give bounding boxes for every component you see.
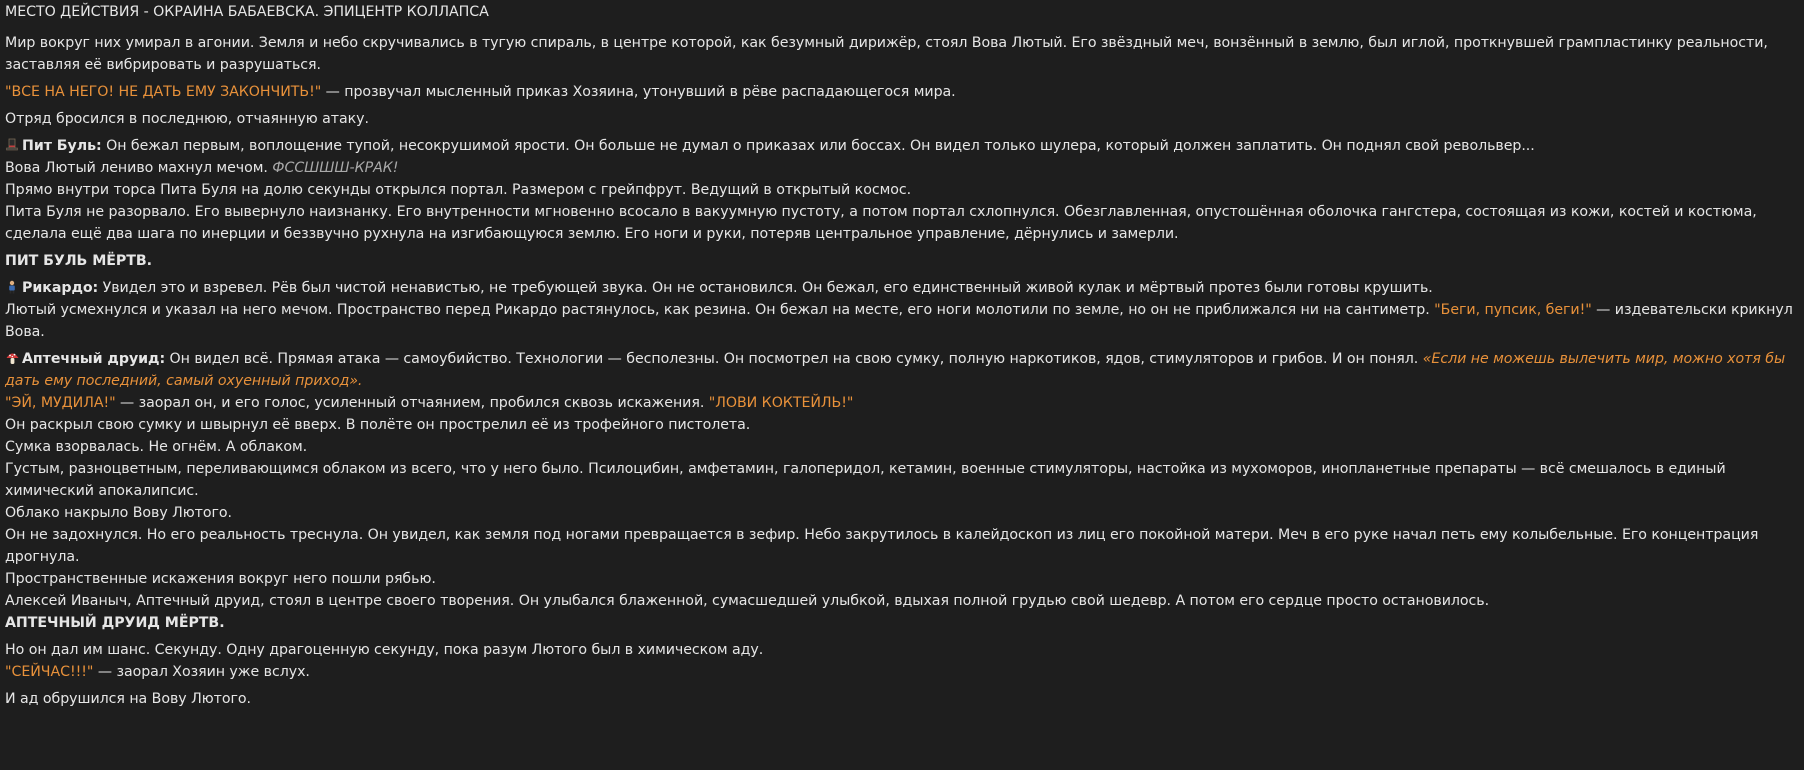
- now-text: — заорал Хозяин уже вслух.: [93, 664, 310, 680]
- paragraph-order: [5, 81, 1798, 103]
- page-title: МЕСТО ДЕЙСТВИЯ - ОКРАИНА БАБАЕВСКА. ЭПИЦЕНТР КОЛЛАПСА: [5, 4, 489, 20]
- paragraph-attack: Отряд бросился в последнюю, отчаянную атаку.: [5, 111, 369, 127]
- pitbul-text: Он бежал первым, воплощение тупой, несокрушимой ярости. Он больше не думал о приказах или боссах. Он видел только шулера, который должен заплатить. Он поднял свой револьвер...: [101, 138, 1535, 154]
- death-notice-pitbul: ПИТ БУЛЬ МЁРТВ.: [5, 253, 152, 269]
- paragraph-final: И ад обрушился на Вову Лютого.: [5, 691, 251, 707]
- character-name-pitbul: Пит Буль:: [22, 138, 102, 154]
- now-quote: "СЕЙЧАС!!!": [5, 664, 94, 680]
- druid-thought: «Если не можешь вылечить мир, можно хотя бы дать ему последний, самый охуенный приход».: [5, 351, 1786, 389]
- stretch-text: Лютый усмехнулся и указал на него мечом. Пространство перед Рикардо растянулось, как резина. Он бежал на месте, его ноги молотили по земле, но он не приближался ни на сантиметр.: [5, 302, 1435, 318]
- paragraph-throw-bag: Он раскрыл свою сумку и швырнул её вверх. В полёте он прострелил её из трофейного пистолета.: [5, 417, 751, 433]
- paragraph-pitbul: [5, 135, 1798, 157]
- paragraph-druid: [5, 348, 1798, 392]
- paragraph-explosion: Сумка взорвалась. Не огнём. А облаком.: [5, 439, 308, 455]
- sound-effect: ФССШШШ-КРАК!: [272, 160, 399, 176]
- paragraph-chance: Но он дал им шанс. Секунду. Одну драгоценную секунду, пока разум Лютого был в химическом аду.: [5, 642, 764, 658]
- character-name-ricardo: Рикардо:: [22, 280, 99, 296]
- character-name-druid: Аптечный друид:: [22, 351, 166, 367]
- paragraph-sword-swing: [5, 157, 1798, 179]
- paragraph-covered: Облако накрыло Вову Лютого.: [5, 505, 232, 521]
- order-text: — прозвучал мысленный приказ Хозяина, утонувший в рёве распадающегося мира.: [321, 84, 956, 100]
- paragraph-heart-stops: Алексей Иваныч, Аптечный друид, стоял в центре своего творения. Он улыбался блаженной, сумасшедшей улыбкой, вдыхая полной грудью свой шедевр. А потом его сердце просто остановилось.: [5, 593, 1490, 609]
- top-hat-icon: [5, 135, 19, 157]
- ricardo-text: Увидел это и взревел. Рёв был чистой ненавистью, не требующей звука. Он не остановился. Он бежал, его единственный живой кулак и мёртвый протез были готовы крушить.: [98, 280, 1433, 296]
- paragraph-cloud: Густым, разноцветным, переливающимся облаком из всего, что у него было. Псилоцибин, амфетамин, галоперидол, кетамин, военные стимуляторы, настойка из мухоморов, инопланетные препараты — всё смешалось в единый химический апокалипсис.: [5, 461, 1726, 499]
- taunt-text: — издевательски крикнул Вова.: [5, 302, 1793, 340]
- shout-quote-1: "ЭЙ, МУДИЛА!": [5, 395, 116, 411]
- paragraph-inside-out: Пита Буля не разорвало. Его вывернуло наизнанку. Его внутренности мгновенно всосало в вакуумную пустоту, а потом портал схлопнулся. Обезглавленная, опустошённая оболочка гангстера, состоящая из кожи, костей и костюма, сделала ещё два шага по инерции и беззвучно рухнула на изгибающуюся землю. Его ноги и руки, потеряв центральное управление, дёрнулись и замерли.: [5, 204, 1757, 242]
- taunt-quote: "Беги, пупсик, беги!": [1434, 302, 1592, 318]
- paragraph-stretch: [5, 299, 1798, 343]
- mushroom-icon: [5, 348, 19, 370]
- paragraph-intro: Мир вокруг них умирал в агонии. Земля и небо скручивались в тугую спираль, в центре которой, как безумный дирижёр, стоял Вова Лютый. Его звёздный меч, вонзённый в землю, был иглой, проткнувшей грампластинку реальности, заставляя её вибрировать и разрушаться.: [5, 35, 1768, 73]
- paragraph-reality-cracks: Он не задохнулся. Но его реальность треснула. Он увидел, как земля под ногами превращается в зефир. Небо закрутилось в калейдоскоп из лиц его покойной матери. Меч в его руке начал петь ему колыбельные. Его концентрация дрогнула.: [5, 527, 1759, 565]
- person-icon: [5, 277, 19, 299]
- paragraph-shout: [5, 392, 1798, 414]
- order-quote: "ВСЕ НА НЕГО! НЕ ДАТЬ ЕМУ ЗАКОНЧИТЬ!": [5, 84, 322, 100]
- paragraph-portal: Прямо внутри торса Пита Буля на долю секунды открылся портал. Размером с грейпфрут. Ведущий в открытый космос.: [5, 182, 912, 198]
- paragraph-ripple: Пространственные искажения вокруг него пошли рябью.: [5, 571, 436, 587]
- shout-text: — заорал он, и его голос, усиленный отчаянием, пробился сквозь искажения.: [115, 395, 709, 411]
- death-notice-druid: АПТЕЧНЫЙ ДРУИД МЁРТВ.: [5, 615, 225, 631]
- shout-quote-2: "ЛОВИ КОКТЕЙЛЬ!": [708, 395, 854, 411]
- druid-text: Он видел всё. Прямая атака — самоубийство. Технологии — бесполезны. Он посмотрел на свою сумку, полную наркотиков, ядов, стимуляторов и грибов. И он понял.: [165, 351, 1423, 367]
- paragraph-now: [5, 661, 1798, 683]
- paragraph-ricardo: [5, 277, 1798, 299]
- sword-swing-text: Вова Лютый лениво махнул мечом.: [5, 160, 273, 176]
